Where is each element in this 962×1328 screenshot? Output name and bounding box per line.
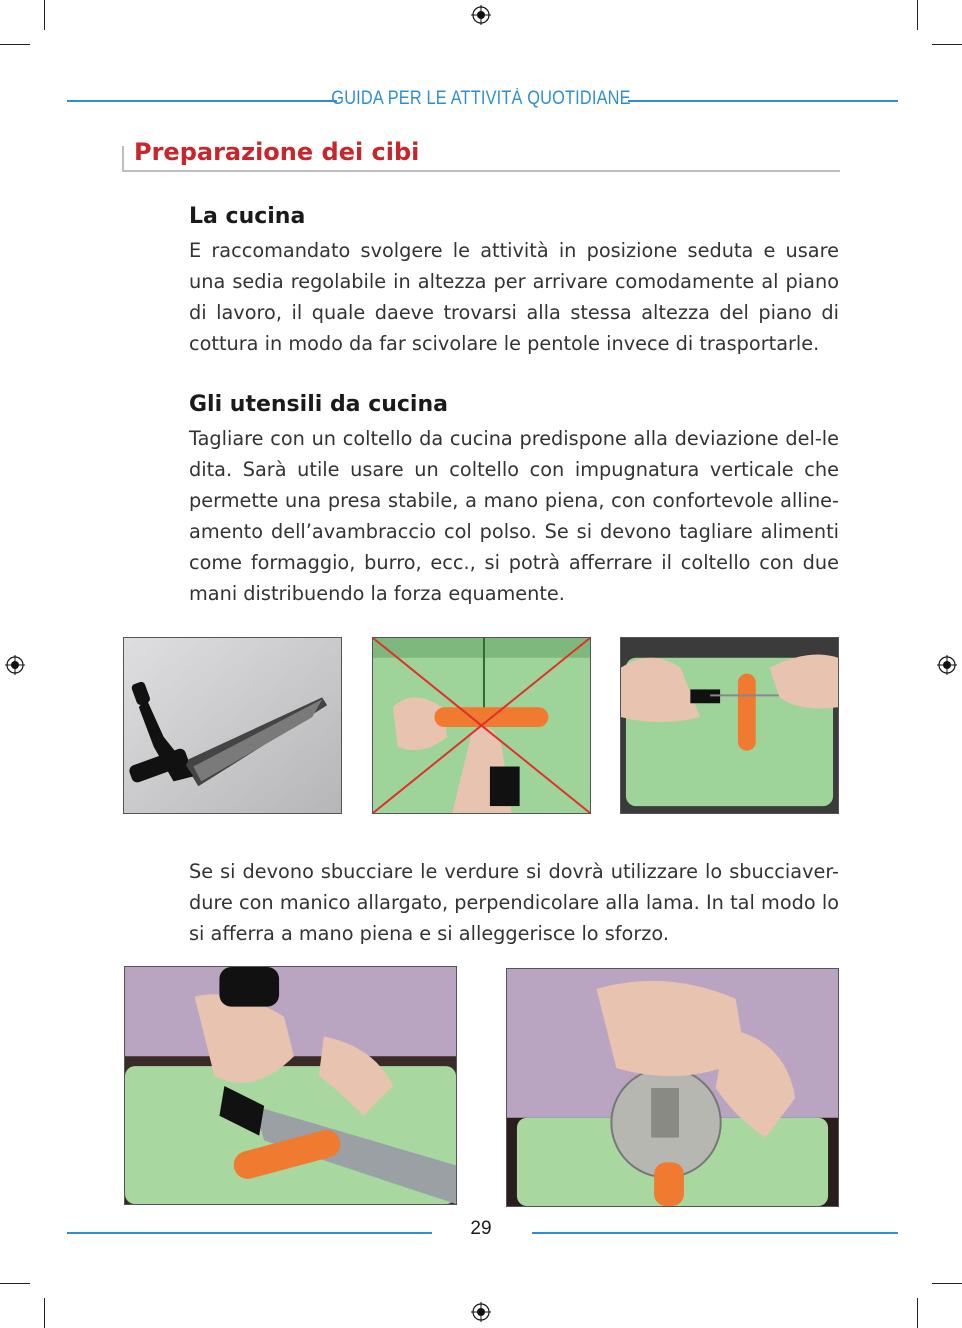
crop-mark: [932, 44, 962, 45]
photo-correct-cutting: [620, 637, 839, 814]
page-number: 29: [470, 1218, 492, 1239]
crop-mark: [917, 1298, 918, 1328]
crop-mark: [0, 44, 30, 45]
heading-utensili: Gli utensili da cucina: [189, 392, 448, 417]
paragraph-sbucciare: Se si devono sbucciare le verdure si dovrà utilizzare lo sbucciaver-dure con manico allargato, perpendicolare alla lama. In tal modo lo si afferra a mano piena e si alleggerisce lo sforzo.: [189, 860, 839, 945]
paragraph-utensili: Tagliare con un coltello da cucina predispone alla deviazione del-le dita. Sarà utile usare un coltello con impugnatura verticale che permette una presa stabile, a mano piena, con confortevole alline-amento dell’avambraccio col polso. Se si devono tagliare alimenti come formaggio, burro, ecc., si potrà afferrare il coltello con due mani distribuendo la forza equamente.: [189, 427, 839, 605]
crop-mark: [0, 1283, 30, 1284]
registration-mark-icon: [5, 655, 25, 675]
photo-incorrect-cutting: [372, 637, 591, 814]
section-title: Preparazione dei cibi: [134, 138, 420, 166]
registration-mark-icon: [471, 5, 491, 25]
crop-mark: [917, 0, 918, 30]
title-rule-horizontal: [122, 170, 840, 172]
running-head: GUIDA PER LE ATTIVITÀ QUOTIDIANE: [331, 88, 631, 109]
registration-mark-icon: [937, 655, 957, 675]
heading-la-cucina: La cucina: [189, 204, 306, 229]
crop-mark: [44, 0, 45, 30]
crop-mark: [44, 1298, 45, 1328]
photo-peeler: [506, 968, 839, 1207]
title-rule-vertical: [122, 146, 124, 172]
paragraph-la-cucina: E raccomandato svolgere le attività in posizione seduta e usare una sedia regolabile in altezza per arrivare comodamente al piano di lavoro, il quale daeve trovarsi alla stessa altezza del piano di cottura in modo da far scivolare le pentole invece di trasportarle.: [189, 239, 839, 355]
photo-knife-vertical-handle: [123, 637, 342, 814]
photo-two-hand-cutting: [124, 966, 457, 1205]
registration-mark-icon: [471, 1302, 491, 1322]
crop-mark: [932, 1283, 962, 1284]
